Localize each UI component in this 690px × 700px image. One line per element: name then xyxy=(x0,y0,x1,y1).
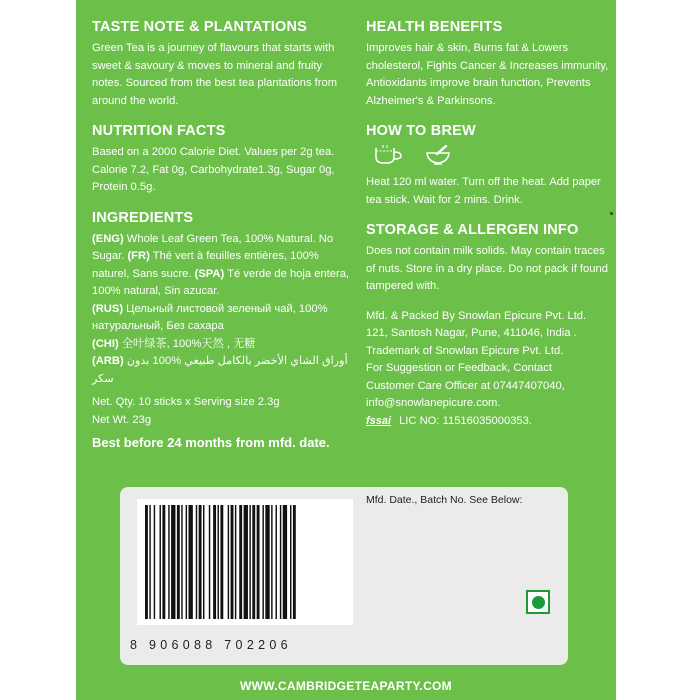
fssai-license: LIC NO: 11516035000353. xyxy=(399,414,532,427)
arb-label: (ARB) xyxy=(92,355,124,367)
barcode-icon xyxy=(137,499,353,625)
mortar-icon xyxy=(424,145,452,170)
ingredients-rus xyxy=(92,301,350,336)
fr-text: Thé vert à feuilles entières, 100% naturel, Sans sucre. xyxy=(92,250,319,280)
fr-label: (FR) xyxy=(127,250,150,262)
pack-panel xyxy=(76,0,616,700)
brew-text: Heat 120 ml water. Turn off the heat. Add paper tea stick. Wait for 2 mins. Drink. xyxy=(366,176,601,206)
mfr-line-6: info@snowlanepicure.com. xyxy=(366,397,501,409)
website-url: WWW.CAMBRIDGETEAPARTY.COM xyxy=(240,679,452,693)
brew-icons xyxy=(374,146,614,168)
eng-text: Whole Leaf Green Tea, 100% Natural. No Sugar. xyxy=(92,232,334,262)
decorative-dot xyxy=(610,212,613,215)
mfr-line-2: 121, Santosh Nagar, Pune, 411046, India . xyxy=(366,327,577,339)
spa-label: (SPA) xyxy=(194,267,225,280)
batch-label-box xyxy=(120,487,568,665)
storage-text: Does not contain milk solids. May contain traces of nuts. Store in a dry place. Do not pack if found tampered with. xyxy=(366,245,608,292)
arb-text: أوراق الشاي الأخضر بالكامل طبيعي %100 بدون سكر xyxy=(92,355,348,385)
mfr-line-4: For Suggestion or Feedback, Contact xyxy=(366,362,552,374)
mfd-batch-text: Mfd. Date., Batch No. See Below: xyxy=(366,494,523,506)
best-before: Best before 24 months from mfd. date. xyxy=(92,435,330,450)
fssai-row xyxy=(366,413,614,431)
net-wt: Net Wt. 23g xyxy=(92,413,152,426)
rus-label: (RUS) xyxy=(92,302,124,315)
health-text: Improves hair & skin, Burns fat & Lowers cholesterol, Fights Cancer & Increases immunity, Antioxidants improve brain function, Prevents Alzheimer's & Parkinsons. xyxy=(366,42,609,107)
cup-icon xyxy=(374,145,404,170)
nutrition-text: Based on a 2000 Calorie Diet. Values per 2g tea. Calorie 7.2, Fat 0g, Carbohydrate1.3g, Sugar 0g, Protein 0.5g. xyxy=(92,146,335,193)
brew-title: HOW TO BREW xyxy=(366,123,476,139)
fssai-logo: fssai xyxy=(366,415,392,428)
mfr-line-3: Trademark of Snowlan Epicure Pvt. Ltd. xyxy=(366,344,564,357)
ingredients-chi xyxy=(92,336,350,354)
rus-text: Цельный листовой зеленый чай, 100% натуральный, Без сахара xyxy=(92,302,328,332)
mfr-line-5: Customer Care Officer at 07447407040, xyxy=(366,379,565,392)
taste-text: Green Tea is a journey of flavours that starts with sweet & savoury & moves to mineral and fruity notes. Sourced from the best tea plantations from around the world. xyxy=(92,42,338,107)
health-title: HEALTH BENEFITS xyxy=(366,19,503,35)
veg-mark-icon xyxy=(526,590,550,614)
storage-title: STORAGE & ALLERGEN INFO xyxy=(366,222,579,238)
chi-text: 全叶绿茶, 100%天然 , 无糖 xyxy=(118,337,256,350)
nutrition-title: NUTRITION FACTS xyxy=(92,123,226,139)
spa-text: Té verde de hoja entera, 100% natural, Sin azucar. xyxy=(92,267,350,297)
chi-label: (CHI) xyxy=(92,337,119,350)
barcode-number: 8 906088 702206 xyxy=(130,638,292,652)
right-column xyxy=(366,18,614,430)
ingredients-multilingual xyxy=(92,231,350,301)
left-column xyxy=(92,18,350,452)
eng-label: (ENG) xyxy=(92,232,124,245)
ingredients-title: INGREDIENTS xyxy=(92,209,194,226)
taste-title: TASTE NOTE & PLANTATIONS xyxy=(92,19,308,35)
net-qty: Net. Qty. 10 sticks x Serving size 2.3g xyxy=(92,396,280,408)
ingredients-arb xyxy=(92,353,350,388)
mfr-line-1: Mfd. & Packed By Snowlan Epicure Pvt. Ltd. xyxy=(366,309,587,322)
